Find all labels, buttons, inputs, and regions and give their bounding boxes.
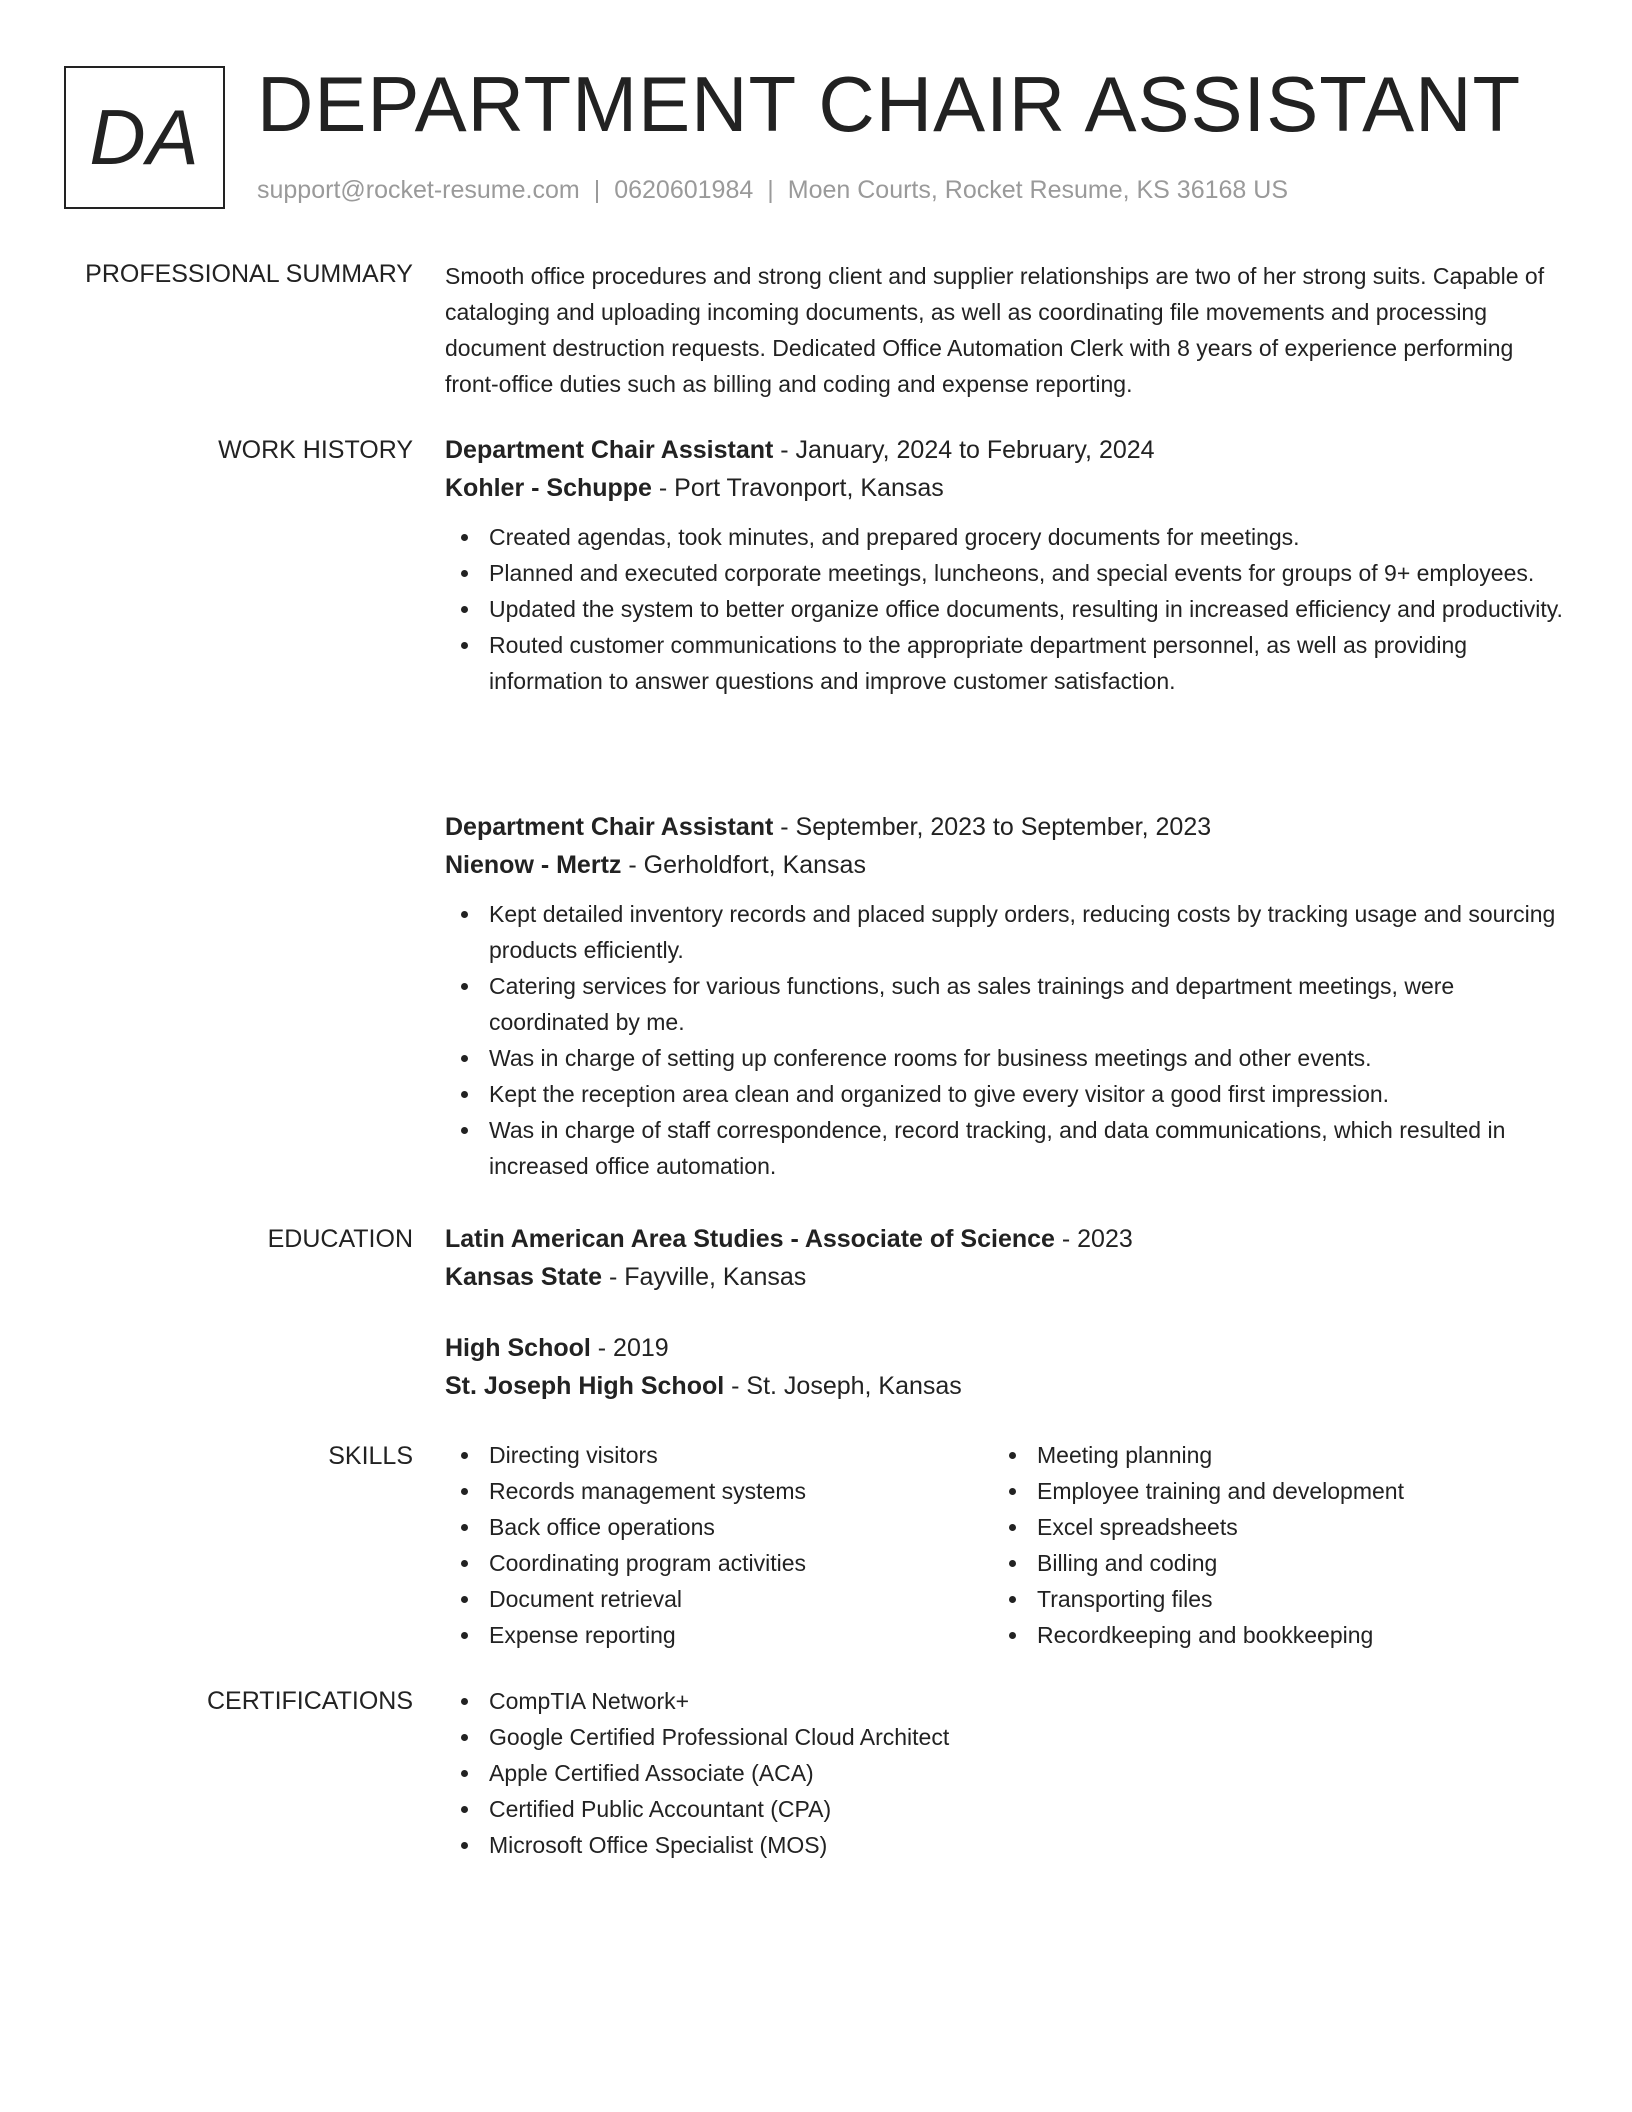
education-entry (445, 1329, 1565, 1405)
section-label-certifications: CERTIFICATIONS (206, 1687, 413, 1715)
list-item: Transporting files (993, 1581, 1541, 1617)
job-company-line (445, 846, 1565, 884)
list-item: CompTIA Network+ (445, 1683, 1565, 1719)
job-company-line (445, 469, 1565, 507)
list-item: Planned and executed corporate meetings, luncheons, and special events for groups of 9+ employees. (445, 555, 1565, 591)
list-item: Was in charge of staff correspondence, record tracking, and data communications, which resulted in increased office automation. (445, 1112, 1565, 1184)
job-dates: - January, 2024 to February, 2024 (773, 436, 1155, 464)
job-entry (445, 431, 1565, 699)
list-item: Directing visitors (445, 1437, 993, 1473)
certifications-bullets (445, 1683, 1565, 1863)
certifications-list (445, 1683, 1565, 1863)
list-item: Catering services for various functions, such as sales trainings and department meetings, were coordinated by me. (445, 968, 1565, 1040)
list-item: Google Certified Professional Cloud Architect (445, 1719, 1565, 1755)
list-item: Recordkeeping and bookkeeping (993, 1617, 1541, 1653)
address: Moen Courts, Rocket Resume, KS 36168 US (787, 176, 1288, 204)
email-link[interactable]: support@rocket-resume.com (257, 176, 580, 204)
section-label-work: WORK HISTORY (218, 436, 413, 464)
school: St. Joseph High School (445, 1372, 725, 1400)
summary-text: Smooth office procedures and strong client and supplier relationships are two of her strong suits. Capable of cataloging and uploading incoming documents, as well as coordinating file movements and processing document destruction requests. Dedicated Office Automation Clerk with 8 years of experience performing front-office duties such as billing and coding and expense reporting. (445, 263, 1545, 397)
page-title: DEPARTMENT CHAIR ASSISTANT (257, 60, 1522, 148)
school-line (445, 1367, 1565, 1405)
degree: High School (445, 1334, 591, 1362)
list-item: Was in charge of setting up conference rooms for business meetings and other events. (445, 1040, 1565, 1076)
job-entry (445, 808, 1565, 1184)
school-location: - St. Joseph, Kansas (724, 1372, 962, 1400)
job-bullets (445, 519, 1565, 699)
list-item: Meeting planning (993, 1437, 1541, 1473)
list-item: Apple Certified Associate (ACA) (445, 1755, 1565, 1791)
list-item: Coordinating program activities (445, 1545, 993, 1581)
list-item: Kept detailed inventory records and placed supply orders, reducing costs by tracking usage and sourcing products efficiently. (445, 896, 1565, 968)
phone-number: 0620601984 (614, 176, 754, 204)
section-label-summary: PROFESSIONAL SUMMARY (85, 260, 413, 288)
school-location: - Fayville, Kansas (602, 1263, 807, 1291)
degree: Latin American Area Studies - Associate of Science (445, 1225, 1055, 1253)
job-title: Department Chair Assistant (445, 436, 774, 464)
list-item: Updated the system to better organize office documents, resulting in increased efficiency and productivity. (445, 591, 1565, 627)
skills-grid (445, 1437, 1565, 1653)
skills-bullets (993, 1437, 1541, 1653)
list-item: Excel spreadsheets (993, 1509, 1541, 1545)
school-line (445, 1258, 1565, 1296)
job-company: Kohler - Schuppe (445, 474, 652, 502)
job-dates: - September, 2023 to September, 2023 (773, 813, 1212, 841)
section-label-education: EDUCATION (267, 1225, 413, 1253)
job-company: Nienow - Mertz (445, 851, 622, 879)
section-label-skills: SKILLS (328, 1442, 413, 1470)
degree-year: - 2019 (590, 1334, 669, 1362)
job-bullets (445, 896, 1565, 1184)
list-item: Microsoft Office Specialist (MOS) (445, 1827, 1565, 1863)
contact-separator: | (767, 176, 774, 204)
list-item: Billing and coding (993, 1545, 1541, 1581)
contact-line (257, 174, 1288, 206)
job-location: - Port Travonport, Kansas (651, 474, 944, 502)
education-entry (445, 1220, 1565, 1296)
list-item: Records management systems (445, 1473, 993, 1509)
monogram-logo: DA (64, 66, 225, 209)
list-item: Document retrieval (445, 1581, 993, 1617)
skills-bullets (445, 1437, 993, 1653)
list-item: Back office operations (445, 1509, 993, 1545)
school: Kansas State (445, 1263, 603, 1291)
degree-line (445, 1220, 1565, 1258)
list-item: Certified Public Accountant (CPA) (445, 1791, 1565, 1827)
job-title: Department Chair Assistant (445, 813, 774, 841)
degree-line (445, 1329, 1565, 1367)
list-item: Employee training and development (993, 1473, 1541, 1509)
skills-column-left (445, 1437, 993, 1653)
list-item: Created agendas, took minutes, and prepared grocery documents for meetings. (445, 519, 1565, 555)
list-item: Kept the reception area clean and organized to give every visitor a good first impression. (445, 1076, 1565, 1112)
skills-list (445, 1437, 1565, 1653)
skills-column-right (993, 1437, 1541, 1653)
contact-separator: | (593, 176, 601, 204)
job-title-line (445, 431, 1565, 469)
job-title-line (445, 808, 1565, 846)
list-item: Routed customer communications to the appropriate department personnel, as well as providing information to answer questions and improve customer satisfaction. (445, 627, 1565, 699)
list-item: Expense reporting (445, 1617, 993, 1653)
degree-year: - 2023 (1054, 1225, 1133, 1253)
job-location: - Gerholdfort, Kansas (621, 851, 866, 879)
